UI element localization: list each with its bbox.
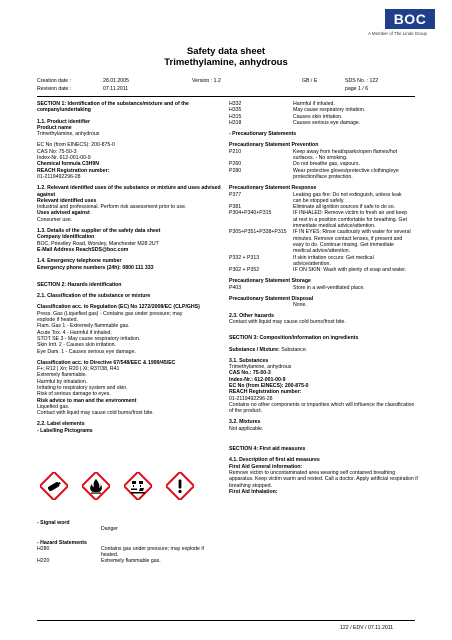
s11-heading: 1.1. Product identifier [37, 118, 91, 125]
signal-word: Danger [101, 526, 119, 533]
s31-ec: EC No (from EINECS): 200-875-0 [229, 382, 309, 389]
h220-code: H220 [37, 558, 50, 565]
disposal-heading: Precautionary Statement Disposal [229, 296, 314, 303]
prevention-heading: Precautionary Statement Prevention [229, 142, 319, 149]
index-number: Index-Nr. 612-001-00-9 [37, 155, 91, 162]
ec-number: EC No (from EINECS): 200-875-0 [37, 142, 115, 149]
sds-number: SDS No. : 122 [345, 78, 379, 84]
h-code: H315 [229, 113, 242, 120]
signal-word-label: - Signal word [37, 520, 70, 526]
p-statement-row [229, 168, 419, 181]
dsd-line: Irritating to respiratory system and skin. [37, 384, 128, 391]
h-text: Harmful if inhaled. [293, 101, 335, 107]
p-text: Do not breathe gas, vapours. [293, 161, 360, 168]
p-code: P304+P340+P315 [229, 210, 272, 217]
s32-text: Not applicable. [229, 425, 264, 432]
company-label: Company identification [37, 234, 95, 241]
p-code: P210 [229, 148, 242, 155]
emergency-phone: Emergency phone numbers (24h): 0800 111 333 [37, 264, 154, 271]
hazard-row-h280 [37, 546, 223, 559]
disposal-text: None. [293, 302, 307, 309]
first-aid-inhalation-label: First Aid Inhalation: [229, 488, 278, 495]
cas-number: CAS No: 75-50-3 [37, 148, 77, 155]
p-text: IF IN EYES: Rinse cautiously with water for several minutes. Remove contact lenses, if present and easy to do. Continue rinsing. Get immediate medical advice/attention. [293, 229, 411, 255]
p-code: P403 [229, 284, 242, 291]
s13-heading: 1.3. Details of the supplier of the safety data sheet [37, 228, 161, 235]
clp-heading: Classification acc. to Regulation (EC) No 1272/2008/EC (CLP/GHS) [37, 304, 200, 311]
reach-number: 01-2119492296-28 [37, 173, 81, 180]
h-text: May cause respiratory irritation. [293, 107, 366, 114]
dsd-line: F+; R12 | Xn; R20 | Xi; R37/38, R41 [37, 366, 120, 373]
s23-heading: 2.3. Other hazards [229, 312, 274, 319]
storage-heading: Precautionary Statement Storage [229, 278, 311, 285]
section2-heading: SECTION 2: Hazards identification [37, 281, 122, 288]
p-text: Store in a well-ventilated place. [293, 284, 365, 291]
reach-label: REACH Registration number: [37, 167, 110, 174]
p-code: P377 [229, 191, 242, 198]
clp-line: Flam. Gas 1 - Extremely flammable gas. [37, 323, 130, 330]
first-aid-general: Remove victim to uncontaminated area wearing self contained breathing apparatus. Keep victim warm and rested. Call a doctor. Apply artificial respiration if breathing stopped. [229, 469, 418, 489]
s31-reach-label: REACH Registration number: [229, 389, 302, 396]
p-statement-row [229, 229, 419, 254]
p-code: P302 + P352 [229, 267, 260, 274]
p-statement-row [229, 149, 419, 162]
dsd-line: Risk of serious damage to eyes. [37, 391, 111, 398]
chemical-formula: Chemical formula C3H9N [37, 161, 99, 168]
p-text: If skin irritation occurs: Get medical advice/attention. [293, 254, 374, 267]
s31-name: Trimethylamine, anhydrous [229, 364, 292, 371]
env-line: Liquefied gas. [37, 403, 70, 410]
flame-pictogram [82, 472, 110, 500]
env-heading: Risk advice to man and the environment [37, 397, 137, 404]
p-statement-row [229, 192, 419, 205]
precautionary-heading: - Precautionary Statements [229, 131, 297, 138]
p-code: P280 [229, 167, 242, 174]
s31-heading: 3.1. Substances [229, 357, 269, 364]
section4-heading: SECTION 4: First aid measures [229, 446, 306, 453]
right-column [229, 101, 419, 495]
h-text: Causes serious eye damage. [293, 119, 361, 126]
h-code: H335 [229, 107, 242, 114]
footer-rule [37, 620, 415, 621]
p-code: P305+P351+P338+P315 [229, 229, 287, 236]
revision-label: Revision date : [37, 86, 72, 92]
clp-line: Acute Tox. 4 - Harmful if inhaled. [37, 329, 112, 336]
clp-line: Eye Dam. 1 - Causes serious eye damage. [37, 348, 136, 355]
product-name-label: Product name [37, 124, 72, 131]
revision-date: 07.11.2011 [103, 86, 129, 92]
response-heading: Precautionary Statement Response [229, 185, 317, 192]
p-statement-row [229, 255, 419, 268]
s31-reach: 01-2119492296-28 [229, 395, 273, 402]
h220-text: Extremely flammable gas. [101, 558, 161, 565]
uses: Industrial and professional. Perform risk assessment prior to use. [37, 204, 187, 211]
logo-tagline: A Member of The Linde Group [368, 31, 427, 36]
company-address: BOC, Priestley Road, Worsley, Manchester M28 2UT [37, 240, 159, 247]
email-address[interactable]: E-Mail Address ReachSDS@boc.com [37, 246, 129, 253]
s22-heading: 2.2. Label elements [37, 421, 85, 428]
s41-heading: 4.1. Description of first aid measures [229, 457, 320, 464]
clp-line: Skin Irrit. 2 - Causes skin irritation. [37, 342, 116, 349]
s31-cas: CAS No.: 75-50-3 [229, 370, 271, 377]
hazard-statements-label: - Hazard Statements [37, 539, 87, 546]
clp-line: Press. Gas (Liquefied gas) - Contains gas under pressure; may [37, 310, 183, 317]
p-text: IF ON SKIN: Wash with plenty of soap and water. [293, 267, 407, 274]
h-code: H332 [229, 101, 242, 107]
against: Consumer use. [37, 216, 73, 223]
p-statement-row [229, 267, 419, 273]
against-label: Uses advised against [37, 210, 90, 217]
boc-logo: BOC [385, 9, 435, 29]
p-code: P381 [229, 204, 242, 211]
product-name: Trimethylamine, anhydrous [37, 131, 100, 138]
h-text: Causes skin irritation. [293, 113, 343, 120]
substance-mixture-value: Substance. [281, 346, 308, 353]
p-text: Leaking gas fire: Do not extinguish, unless leak can be stopped safely. [293, 191, 402, 204]
s14-heading: 1.4. Emergency telephone number [37, 258, 122, 265]
dsd-heading: Classification acc. to Directive 67/548/EEC & 1999/45/EC [37, 359, 176, 366]
uses-label: Relevant identified uses [37, 197, 97, 204]
h280-text: Contains gas under pressure; may explode if heated. [101, 545, 204, 559]
creation-label: Creation date : [37, 78, 72, 84]
corrosion-pictogram [124, 472, 152, 500]
p-text: Wear protective gloves/protective clothing/eye protection/face protection. [293, 167, 399, 180]
h280-code: H280 [37, 545, 50, 552]
section1-heading: SECTION 1: Identification of the substance/mixture and of the company/undertaking [37, 101, 189, 114]
hazard-row-h220 [37, 558, 223, 564]
version: Version : 1.2 [192, 78, 221, 84]
s31-note: Contains no other components or impurities which will influence the classification of the product. [229, 401, 415, 415]
dsd-line: Extremely flammable. [37, 372, 87, 379]
footer-reference: 122 / EDV / 07.11.2011 [340, 625, 394, 631]
s23-text: Contact with liquid may cause cold burns/frost bite. [229, 318, 346, 325]
first-aid-general-label: First Aid General information: [229, 463, 303, 470]
creation-date: 28.01.2005 [103, 78, 129, 84]
p-statement-row [229, 210, 419, 229]
left-column [37, 101, 223, 434]
signal-block [37, 520, 223, 565]
header-rule [37, 96, 415, 97]
exclamation-mark-pictogram [166, 472, 194, 500]
region: GB / E [302, 78, 318, 84]
s32-heading: 3.2. Mixtures [229, 419, 261, 426]
p-text: IF INHALED: Remove victim to fresh air and keep at rest in a position comfortable for breathing. Get immediate medical advice/attention. [293, 210, 408, 230]
pictograms-heading: - Labelling Pictograms [37, 427, 93, 434]
clp-line: STOT SE 3 - May cause respiratory irritation. [37, 335, 141, 342]
s31-index: Index-Nr.: 612-001-00-9 [229, 376, 286, 383]
clp-line: explode if heated. [37, 317, 78, 324]
doc-subtitle: Trimethylamine, anhydrous [164, 57, 288, 68]
s12-heading: 1.2. Relevant identified uses of the substance or mixture and uses advised against [37, 185, 221, 198]
page-number: page 1 / 6 [345, 86, 369, 92]
p-code: P332 + P313 [229, 254, 260, 261]
h-code: H318 [229, 119, 242, 126]
env-line: Contact with liquid may cause cold burns/frost bite. [37, 410, 154, 417]
gas-cylinder-pictogram [40, 472, 68, 500]
dsd-line: Harmful by inhalation. [37, 378, 88, 385]
p-text: Keep away from heat/sparks/open flames/hot surfaces. - No smoking. [293, 148, 398, 162]
p-code: P260 [229, 161, 242, 168]
substance-mixture-label: Substance / Mixture: [229, 346, 280, 353]
p-text: Eliminate all ignition sources if safe to do so. [293, 204, 396, 211]
doc-title: Safety data sheet [186, 46, 266, 57]
section3-heading: SECTION 3: Composition/information on ingredients [229, 335, 359, 342]
s21-heading: 2.1. Classification of the substance or mixture [37, 293, 151, 300]
